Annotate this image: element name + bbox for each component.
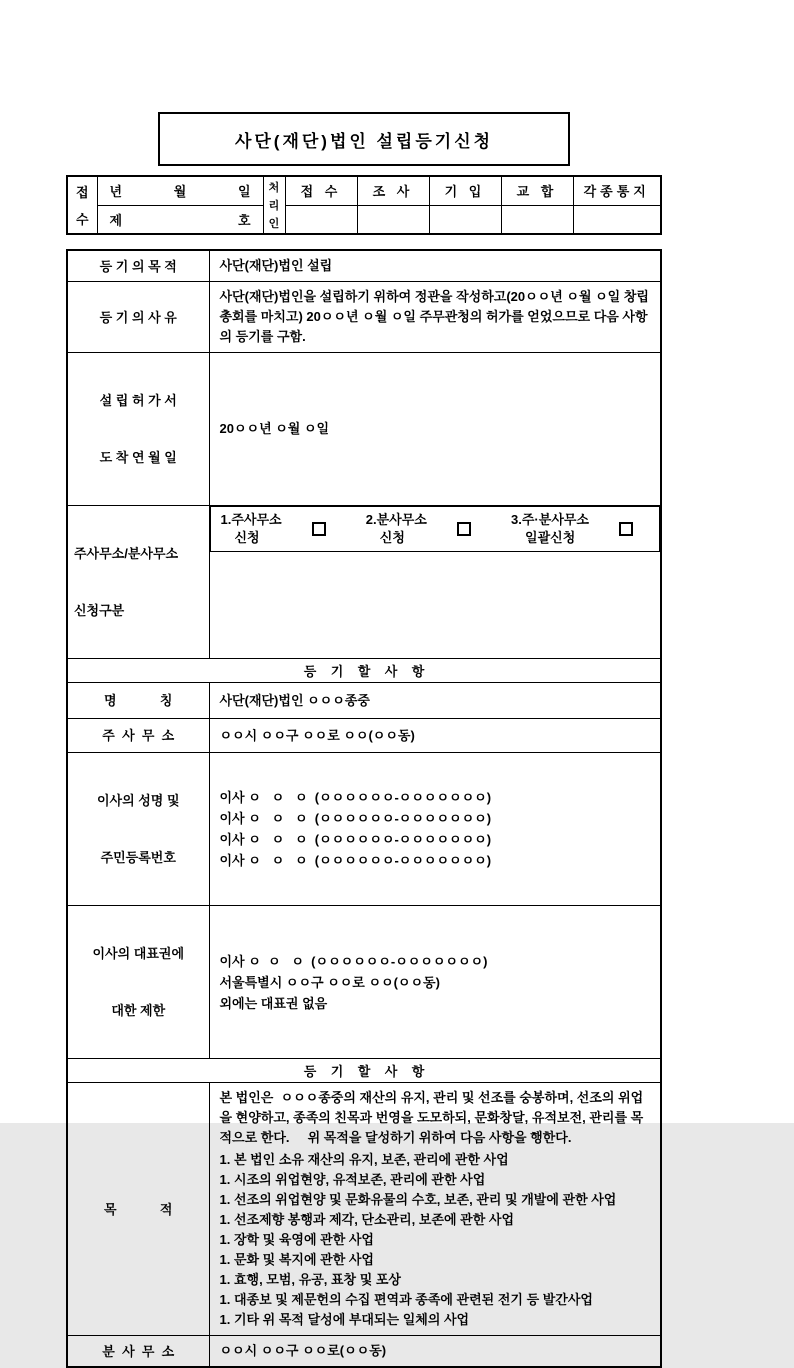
branch-office-label: 분 사 무 소 <box>67 1336 209 1368</box>
objective-item-2: 1. 시조의 위업현양, 유적보존, 관리에 관한 사업 <box>219 1172 486 1187</box>
option-combined-office-label: 3.주·분사무소 <box>511 512 589 527</box>
directors-label <box>67 753 209 906</box>
representation-line-3: 외에는 대표권 없음 <box>219 995 328 1011</box>
receipt-cell-giip <box>429 205 501 234</box>
option-main-office-sublabel: 신청 <box>234 530 260 545</box>
registration-purpose-label: 등 기 의 목 적 <box>67 250 209 282</box>
row-section-header-1 <box>67 659 661 683</box>
docnum-prefix-label: 제 <box>109 212 123 228</box>
receipt-col-header-notices: 각종통지 <box>573 176 661 205</box>
processor-char-3: 인 <box>268 218 280 230</box>
objectives-value <box>209 1083 661 1336</box>
receipt-cell-gyohap <box>501 205 573 234</box>
directors-label-line2: 주민등록번호 <box>100 850 176 865</box>
receipt-cell-notices <box>573 205 661 234</box>
director-entry-4: 이사 ㅇ ㅇ ㅇ (ㅇㅇㅇㅇㅇㅇ-ㅇㅇㅇㅇㅇㅇㅇ) <box>219 853 492 868</box>
receipt-docnum-row <box>97 205 263 234</box>
head-office-label: 주 사 무 소 <box>67 719 209 753</box>
option-branch-office-sublabel: 신청 <box>379 530 405 545</box>
row-section-header-2 <box>67 1059 661 1083</box>
receipt-stamp-char-2: 수 <box>75 212 89 227</box>
director-entry-3: 이사 ㅇ ㅇ ㅇ (ㅇㅇㅇㅇㅇㅇ-ㅇㅇㅇㅇㅇㅇㅇ) <box>219 832 492 847</box>
form-title: 사단(재단)법인 설립등기신청 <box>234 132 494 151</box>
option-main-office-label: 1.주사무소 <box>220 512 282 527</box>
processor-char-2: 리 <box>268 200 280 212</box>
receipt-table <box>66 175 662 235</box>
row-permit-arrival-date <box>67 353 661 506</box>
objective-item-6: 1. 문화 및 복지에 관한 사업 <box>219 1252 374 1267</box>
office-application-options <box>210 506 661 552</box>
registration-purpose-value: 사단(재단)법인 설립 <box>209 250 661 282</box>
registration-reason-value: 사단(재단)법인을 설립하기 위하여 정관을 작성하고(20ㅇㅇ년 ㅇ월 ㅇ일 창립총회를 마치고) 20ㅇㅇ년 ㅇ월 ㅇ일 주무관청의 허가를 얻었으므로 다음 사항의 등기를 구함. <box>209 282 661 353</box>
month-label: 월 <box>173 184 187 200</box>
option-branch-office-label: 2.분사무소 <box>365 512 427 527</box>
receipt-col-header-giip: 기 입 <box>429 176 501 205</box>
objective-item-1: 1. 본 법인 소유 재산의 유지, 보존, 관리에 관한 사업 <box>219 1152 509 1167</box>
row-head-office-address <box>67 719 661 753</box>
row-registration-purpose <box>67 250 661 282</box>
year-label: 년 <box>109 184 123 200</box>
objective-item-5: 1. 장학 및 육영에 관한 사업 <box>219 1232 374 1247</box>
objectives-label: 목 적 <box>67 1083 209 1336</box>
docnum-suffix-label: 호 <box>237 212 251 228</box>
objective-item-7: 1. 효행, 모범, 유공, 표창 및 포상 <box>219 1272 401 1287</box>
option-combined-office <box>511 511 633 547</box>
corporation-name-value: 사단(재단)법인 ㅇㅇㅇ종중 <box>209 683 661 719</box>
option-combined-office-sublabel: 일괄신청 <box>525 530 576 545</box>
permit-arrival-value: 20ㅇㅇ년 ㅇ월 ㅇ일 <box>209 353 661 506</box>
representation-restriction-value <box>209 906 661 1059</box>
objective-item-9: 1. 기타 위 목적 달성에 부대되는 일체의 사업 <box>219 1312 470 1327</box>
objective-item-8: 1. 대종보 및 제문헌의 수집 편역과 종족에 관련된 전기 등 발간사업 <box>219 1292 593 1307</box>
representation-line-2: 서울특별시 ㅇㅇ구 ㅇㅇ로 ㅇㅇ(ㅇㅇ동) <box>219 974 440 990</box>
section-header-matters-1: 등 기 할 사 항 <box>67 659 661 683</box>
permit-arrival-label-line1: 설 립 허 가 서 <box>99 393 177 408</box>
representation-restriction-label-line2: 대한 제한 <box>111 1003 166 1018</box>
checkbox-main-office[interactable] <box>312 522 326 536</box>
row-registration-reason <box>67 282 661 353</box>
day-label: 일 <box>237 184 251 200</box>
receipt-date-row <box>97 176 263 205</box>
office-application-type-label-line1: 주사무소/분사무소 <box>74 546 179 561</box>
receipt-col-header-josa: 조 사 <box>357 176 429 205</box>
directors-label-line1: 이사의 성명 및 <box>96 793 180 808</box>
receipt-col-header-jeopsu: 접 수 <box>285 176 357 205</box>
checkbox-combined-office[interactable] <box>619 522 633 536</box>
branch-office-value: ㅇㅇ시 ㅇㅇ구 ㅇㅇ로(ㅇㅇ동) <box>209 1336 661 1368</box>
row-directors <box>67 753 661 906</box>
row-branch-office-address <box>67 1336 661 1368</box>
row-objectives <box>67 1083 661 1336</box>
corporation-name-label: 명 칭 <box>67 683 209 719</box>
row-corporation-name <box>67 683 661 719</box>
checkbox-branch-office[interactable] <box>457 522 471 536</box>
receipt-cell-josa <box>357 205 429 234</box>
option-branch-office <box>366 511 471 547</box>
processor-label <box>263 176 285 234</box>
director-entry-2: 이사 ㅇ ㅇ ㅇ (ㅇㅇㅇㅇㅇㅇ-ㅇㅇㅇㅇㅇㅇㅇ) <box>219 811 492 826</box>
processor-char-1: 처 <box>268 182 280 194</box>
document-body <box>66 112 662 1368</box>
receipt-stamp-char-1: 접 <box>75 185 89 200</box>
permit-arrival-label <box>67 353 209 506</box>
office-application-type-label-line2: 신청구분 <box>74 603 125 618</box>
registration-form-table <box>66 249 662 1368</box>
form-title-box <box>158 112 570 166</box>
receipt-cell-jeopsu <box>285 205 357 234</box>
permit-arrival-label-line2: 도 착 연 월 일 <box>99 450 177 465</box>
objectives-intro: 본 법인은 ㅇㅇㅇ종중의 재산의 유지, 관리 및 선조를 숭봉하며, 선조의 위업을 현양하고, 종족의 친목과 번영을 도모하되, 문화창달, 유적보전, 관리를 목적으로 한다. 위 목적을 달성하기 위하여 다음 사항을 행한다. <box>219 1090 644 1145</box>
objective-item-4: 1. 선조제향 봉행과 제각, 단소관리, 보존에 관한 사업 <box>219 1212 515 1227</box>
row-representation-restriction <box>67 906 661 1059</box>
registration-reason-label: 등 기 의 사 유 <box>67 282 209 353</box>
representation-line-1: 이사 ㅇ ㅇ ㅇ (ㅇㅇㅇㅇㅇㅇ-ㅇㅇㅇㅇㅇㅇㅇ) <box>219 953 488 969</box>
head-office-value: ㅇㅇ시 ㅇㅇ구 ㅇㅇ로 ㅇㅇ(ㅇㅇ동) <box>209 719 661 753</box>
representation-restriction-label-line1: 이사의 대표권에 <box>92 946 185 961</box>
row-office-application-type <box>67 506 661 659</box>
section-header-matters-2: 등 기 할 사 항 <box>67 1059 661 1083</box>
option-main-office <box>221 511 326 547</box>
director-entry-1: 이사 ㅇ ㅇ ㅇ (ㅇㅇㅇㅇㅇㅇ-ㅇㅇㅇㅇㅇㅇㅇ) <box>219 790 492 805</box>
representation-restriction-label <box>67 906 209 1059</box>
directors-list <box>209 753 661 906</box>
receipt-stamp-label <box>67 176 97 234</box>
receipt-col-header-gyohap: 교 합 <box>501 176 573 205</box>
office-application-type-label <box>67 506 209 659</box>
objective-item-3: 1. 선조의 위업현양 및 문화유물의 수호, 보존, 관리 및 개발에 관한 사업 <box>219 1192 617 1207</box>
